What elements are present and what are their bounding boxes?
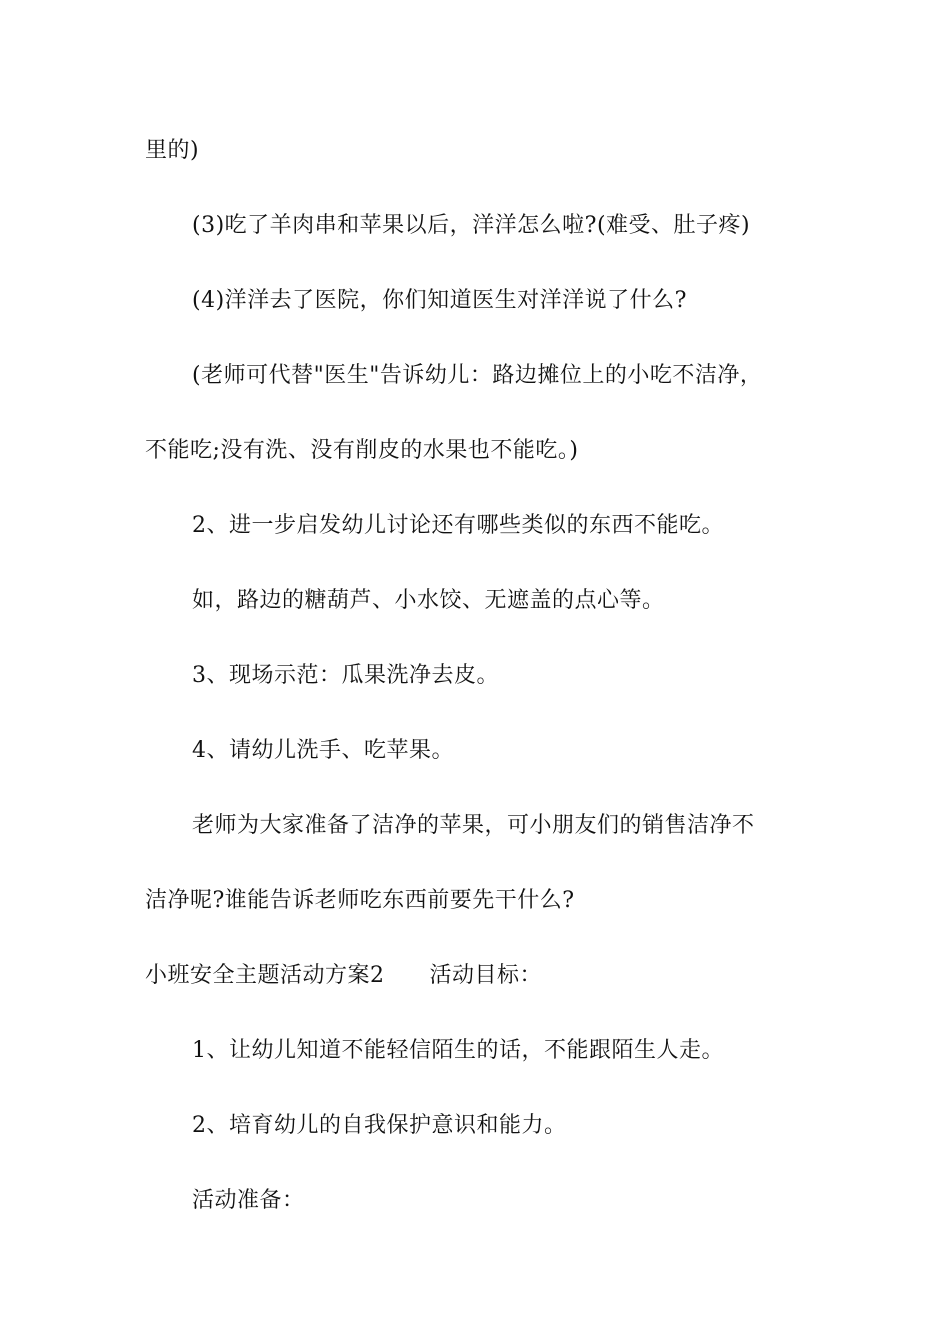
paragraph-line: 3、现场示范：瓜果洗净去皮。 [192, 663, 499, 688]
paragraph-line: 活动准备： [192, 1188, 305, 1213]
paragraph-line: 如，路边的糖葫芦、小水饺、无遮盖的点心等。 [192, 588, 665, 613]
paragraph-line: 老师为大家准备了洁净的苹果，可小朋友们的销售洁净不 [192, 813, 755, 838]
paragraph-line: 4、请幼儿洗手、吃苹果。 [192, 738, 454, 763]
paragraph-line: (3)吃了羊肉串和苹果以后，洋洋怎么啦?(难受、肚子疼) [192, 213, 751, 238]
paragraph-line: (老师可代替"医生"告诉幼儿：路边摊位上的小吃不洁净， [192, 363, 763, 388]
paragraph-line: 洁净呢?谁能告诉老师吃东西前要先干什么? [145, 888, 575, 913]
section-heading: 小班安全主题活动方案2 活动目标： [145, 963, 542, 988]
paragraph-line: 2、培育幼儿的自我保护意识和能力。 [192, 1113, 567, 1138]
paragraph-line: 里的) [145, 138, 200, 163]
paragraph-line: (4)洋洋去了医院，你们知道医生对洋洋说了什么? [192, 288, 687, 313]
paragraph-line: 2、进一步启发幼儿讨论还有哪些类似的东西不能吃。 [192, 513, 724, 538]
paragraph-line: 不能吃;没有洗、没有削皮的水果也不能吃。) [145, 438, 579, 463]
paragraph-line: 1、让幼儿知道不能轻信陌生的话，不能跟陌生人走。 [192, 1038, 724, 1063]
